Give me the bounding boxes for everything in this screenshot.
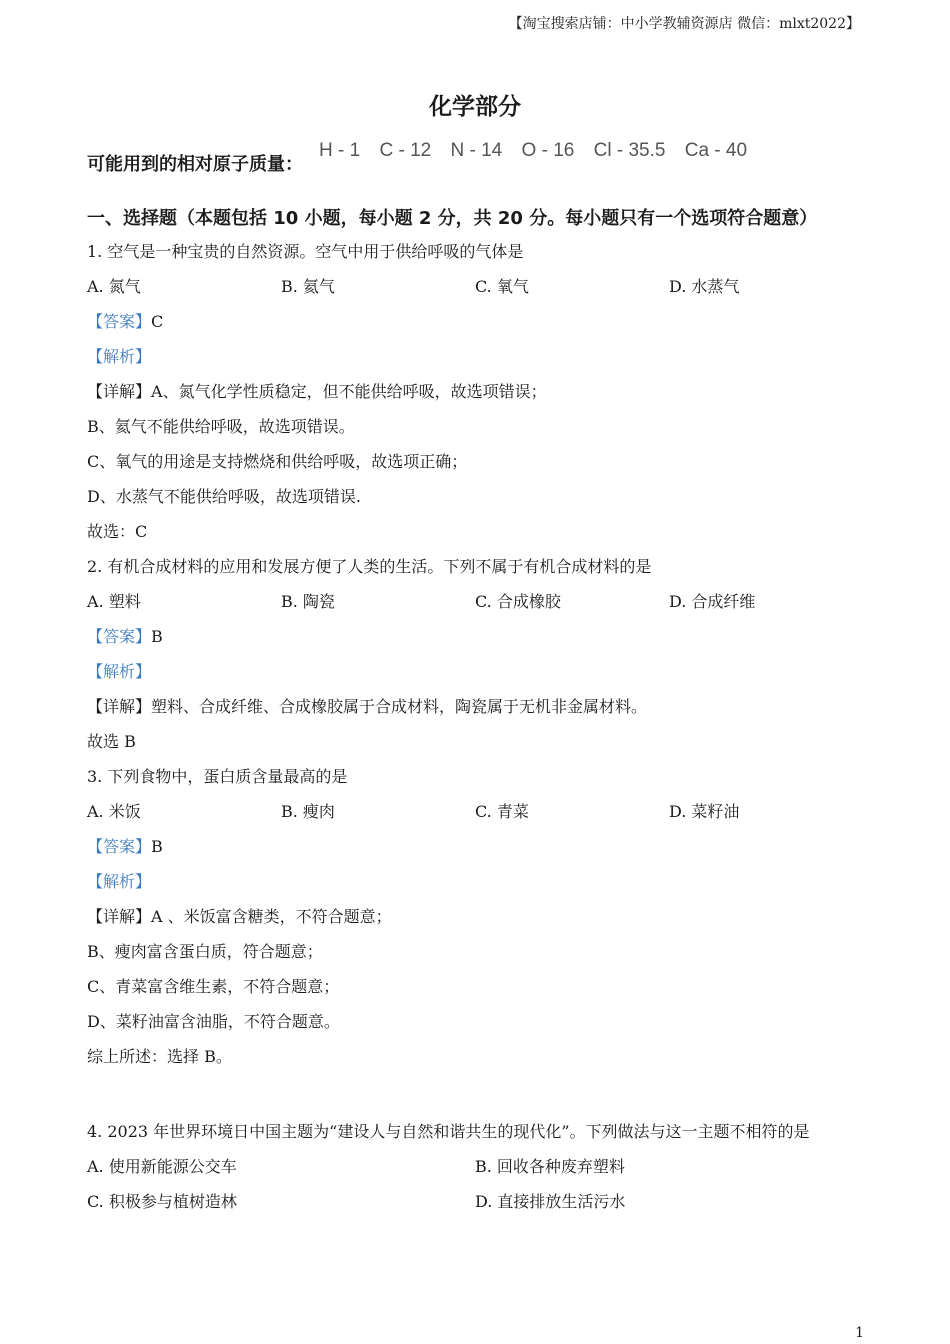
q3-option-b: B. 瘦肉 bbox=[281, 802, 335, 821]
q1-detail-line: B、氦气不能供给呼吸，故选项错误。 bbox=[87, 417, 355, 436]
q4-stem: 4. 2023 年世界环境日中国主题为“建设人与自然和谐共生的现代化”。下列做法与这一主题不相符的是 bbox=[87, 1122, 810, 1141]
page-title: 化学部分 bbox=[429, 94, 521, 120]
q4-option-c: C. 积极参与植树造林 bbox=[87, 1192, 237, 1211]
q3-answer-value: B bbox=[151, 837, 163, 856]
q1-detail-tag: 【详解】 bbox=[87, 382, 152, 401]
q2-answer bbox=[87, 626, 163, 648]
q1-detail-first bbox=[87, 381, 547, 403]
q3-detail-line: C、青菜富含维生素，不符合题意； bbox=[87, 977, 340, 996]
q2-answer-tag: 【答案】 bbox=[87, 627, 152, 646]
q3-option-a: A. 米饭 bbox=[87, 802, 141, 821]
q2-detail-tag: 【详解】 bbox=[87, 697, 152, 716]
q2-stem: 2. 有机合成材料的应用和发展方便了人类的生活。下列不属于有机合成材料的是 bbox=[87, 557, 652, 576]
q2-answer-value: B bbox=[151, 627, 163, 646]
q3-detail-line: B、瘦肉富含蛋白质，符合题意； bbox=[87, 942, 323, 961]
q3-answer-tag: 【答案】 bbox=[87, 837, 152, 856]
q1-detail-line: C、氧气的用途是支持燃烧和供给呼吸，故选项正确； bbox=[87, 452, 468, 471]
q1-detail-line: D、水蒸气不能供给呼吸，故选项错误. bbox=[87, 487, 361, 506]
q1-option-b: B. 氦气 bbox=[281, 277, 335, 296]
q2-analysis-tag: 【解析】 bbox=[87, 662, 152, 681]
atomic-masses-values bbox=[319, 140, 761, 162]
section-heading: 一、选择题（本题包括 10 小题，每小题 2 分，共 20 分。每小题只有一个选项符合题意） bbox=[87, 208, 818, 229]
q2-option-c: C. 合成橡胶 bbox=[475, 592, 561, 611]
atomic-mass-c: C - 12 bbox=[379, 140, 432, 161]
q4-option-b: B. 回收各种废弃塑料 bbox=[475, 1157, 625, 1176]
atomic-mass-ca: Ca - 40 bbox=[684, 140, 748, 161]
q1-conclusion: 故选：C bbox=[87, 522, 148, 541]
header-note: 【淘宝搜索店铺：中小学教辅资源店 微信：mlxt2022】 bbox=[508, 16, 860, 32]
page-number: 1 bbox=[855, 1325, 864, 1341]
q2-option-d: D. 合成纤维 bbox=[669, 592, 756, 611]
atomic-mass-h: H - 1 bbox=[319, 140, 361, 161]
q1-option-d: D. 水蒸气 bbox=[669, 277, 740, 296]
atomic-mass-o: O - 16 bbox=[521, 140, 575, 161]
q4-option-a: A. 使用新能源公交车 bbox=[87, 1157, 237, 1176]
atomic-mass-n: N - 14 bbox=[450, 140, 503, 161]
q3-option-d: D. 菜籽油 bbox=[669, 802, 740, 821]
q1-detail-text: A、氮气化学性质稳定，但不能供给呼吸，故选项错误； bbox=[151, 382, 547, 401]
q2-detail-text: 塑料、合成纤维、合成橡胶属于合成材料，陶瓷属于无机非金属材料。 bbox=[151, 697, 648, 716]
q4-option-d: D. 直接排放生活污水 bbox=[475, 1192, 626, 1211]
atomic-masses-label: 可能用到的相对原子质量： bbox=[87, 154, 303, 175]
q1-answer-tag: 【答案】 bbox=[87, 312, 152, 331]
q1-answer bbox=[87, 311, 163, 333]
q1-option-a: A. 氮气 bbox=[87, 277, 141, 296]
q1-answer-value: C bbox=[151, 312, 164, 331]
q1-analysis-tag: 【解析】 bbox=[87, 347, 152, 366]
q1-stem: 1. 空气是一种宝贵的自然资源。空气中用于供给呼吸的气体是 bbox=[87, 242, 524, 261]
q3-detail-tag: 【详解】 bbox=[87, 907, 152, 926]
atomic-mass-cl: Cl - 35.5 bbox=[593, 140, 666, 161]
q2-option-b: B. 陶瓷 bbox=[281, 592, 335, 611]
q2-option-a: A. 塑料 bbox=[87, 592, 141, 611]
q2-detail-first bbox=[87, 696, 647, 718]
q3-stem: 3. 下列食物中，蛋白质含量最高的是 bbox=[87, 767, 348, 786]
q3-option-c: C. 青菜 bbox=[475, 802, 529, 821]
q1-option-c: C. 氧气 bbox=[475, 277, 529, 296]
q3-detail-first bbox=[87, 906, 392, 928]
q2-conclusion: 故选 B bbox=[87, 732, 136, 751]
q3-conclusion: 综上所述：选择 B。 bbox=[87, 1047, 232, 1066]
q3-detail-text: A 、米饭富含糖类，不符合题意； bbox=[151, 907, 392, 926]
q3-answer bbox=[87, 836, 163, 858]
q3-analysis-tag: 【解析】 bbox=[87, 872, 152, 891]
q3-detail-line: D、菜籽油富含油脂，不符合题意。 bbox=[87, 1012, 340, 1031]
